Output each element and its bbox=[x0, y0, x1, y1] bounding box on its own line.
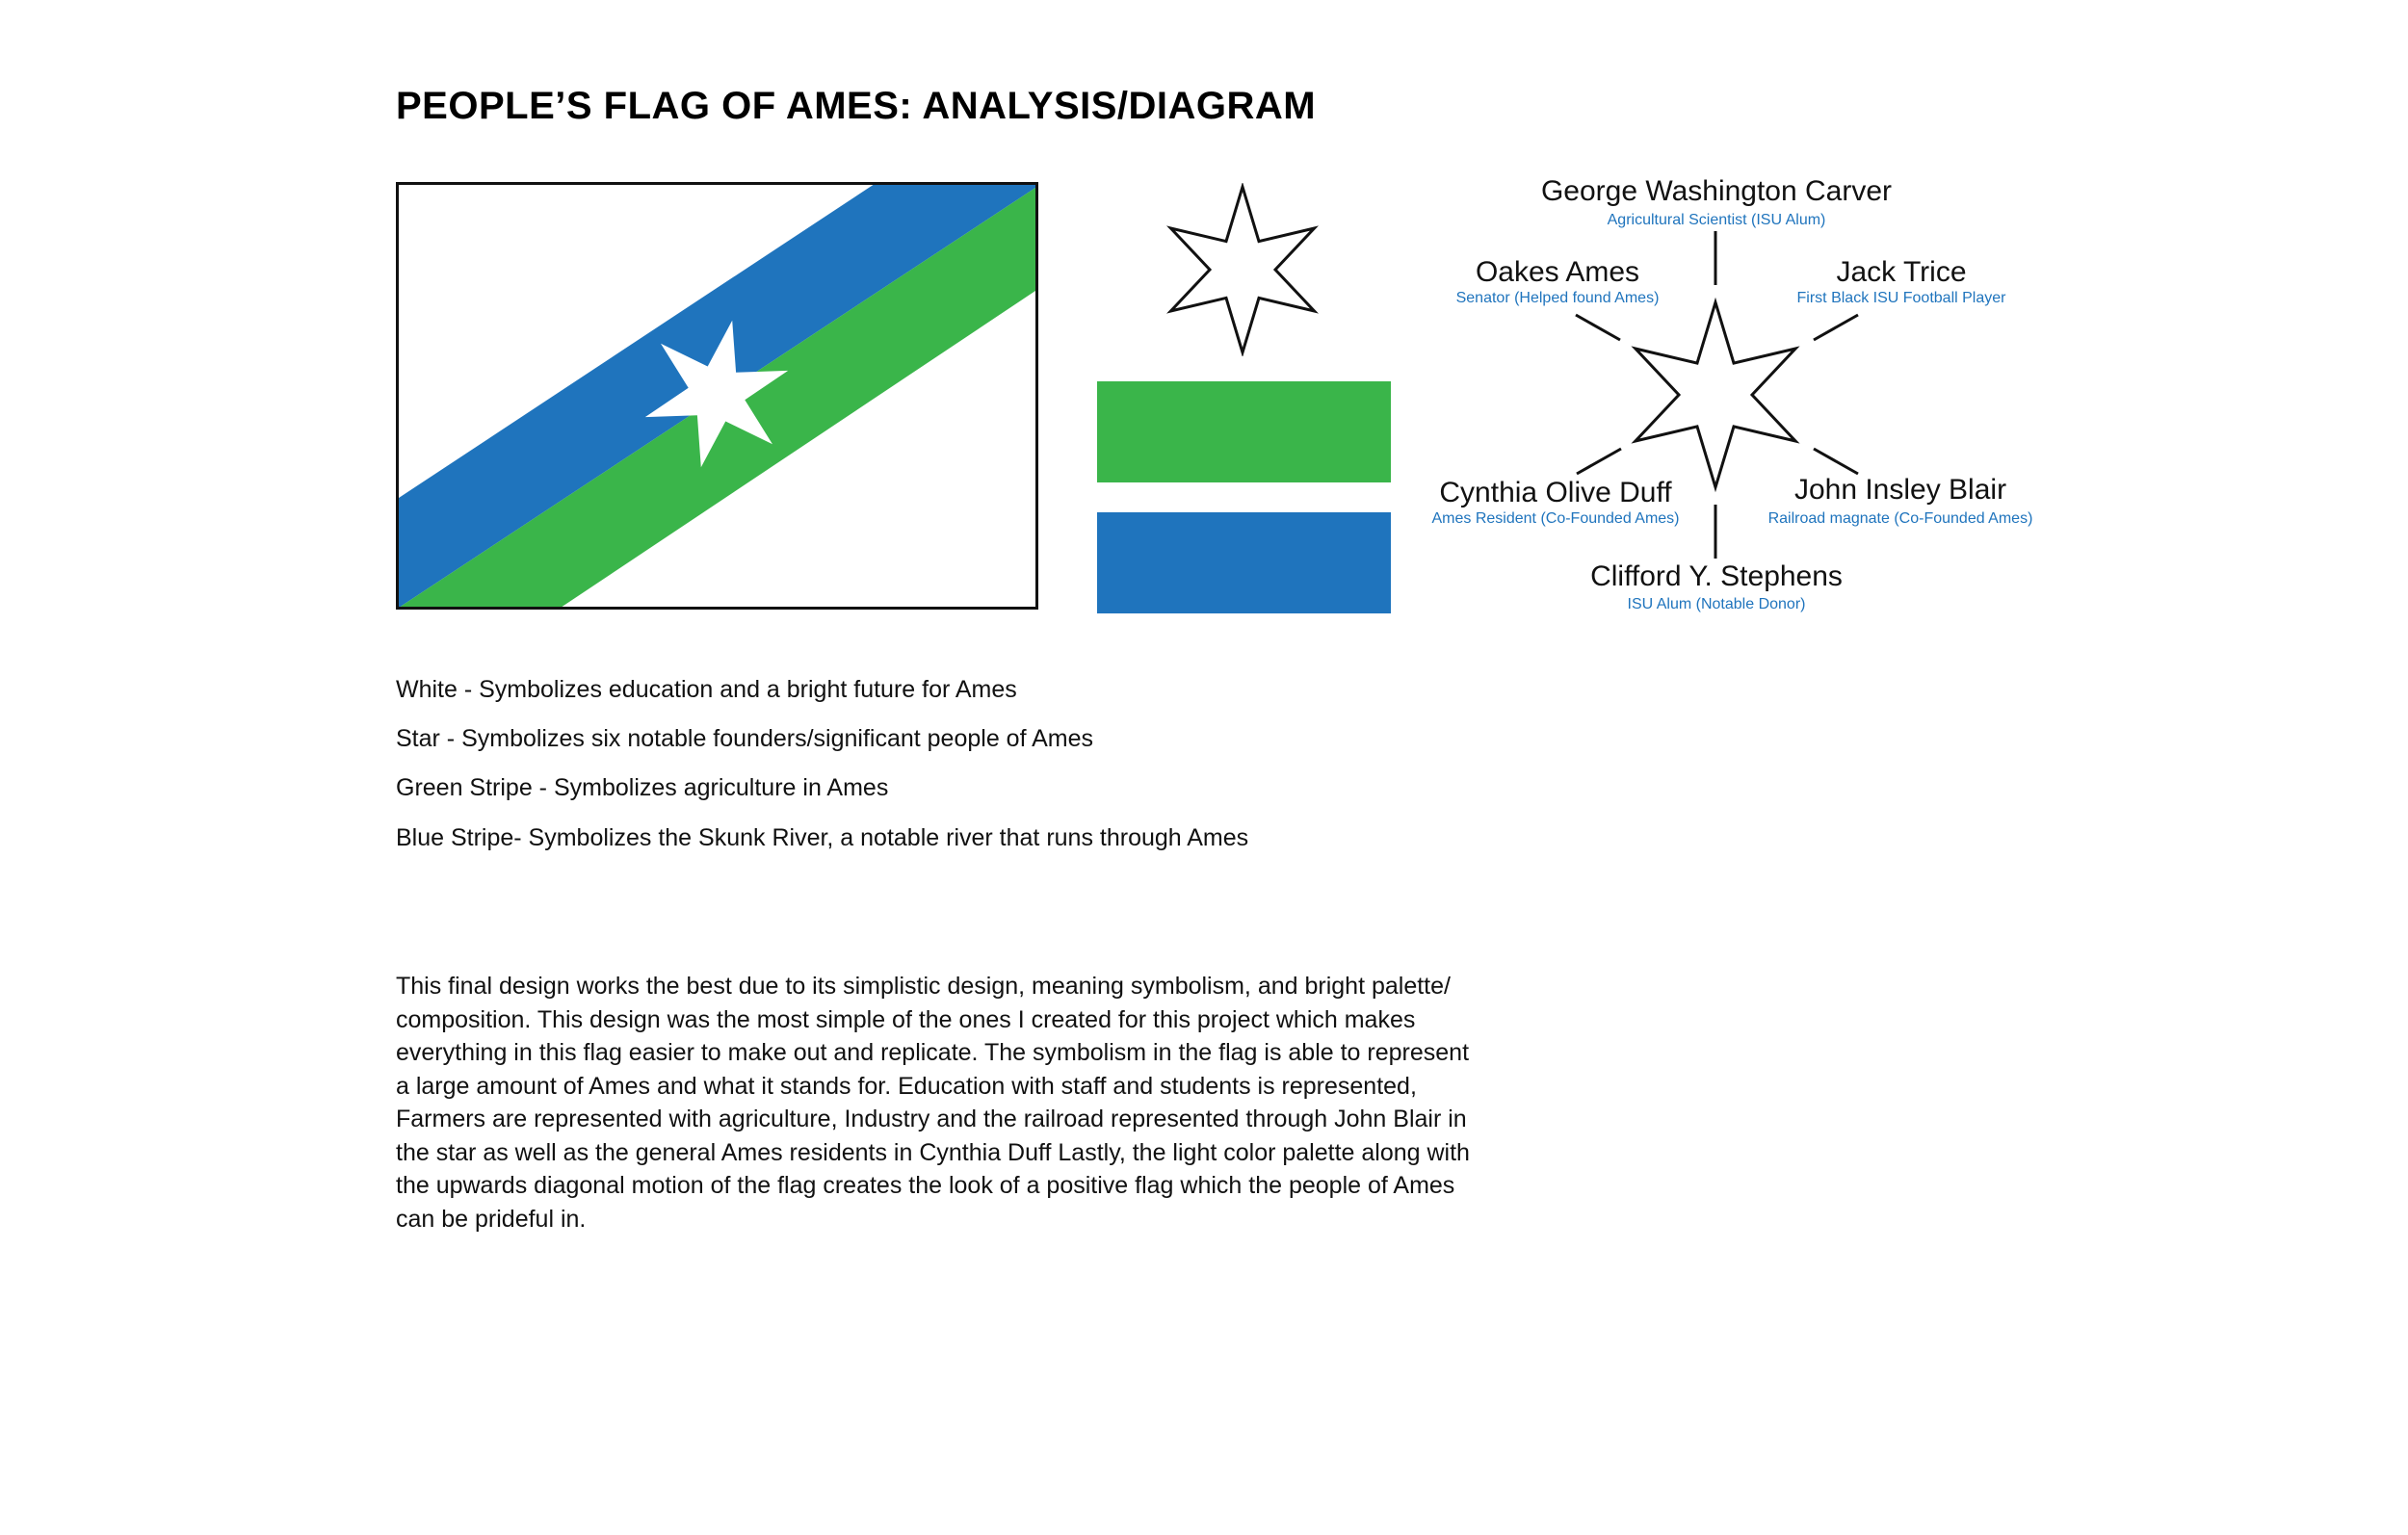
connector-line-upper-left bbox=[1576, 315, 1620, 340]
star-diagram bbox=[1406, 164, 2100, 626]
person-role-cynthia-duff: Ames Resident (Co-Founded Ames) bbox=[1431, 510, 1680, 527]
person-role-oakes-ames: Senator (Helped found Ames) bbox=[1455, 290, 1660, 306]
connector-line-lower-left bbox=[1577, 449, 1621, 474]
person-role-jack-trice: First Black ISU Football Player bbox=[1796, 290, 2006, 306]
person-name-oakes-ames: Oakes Ames bbox=[1475, 256, 1640, 288]
diagram-star-icon bbox=[1406, 164, 2100, 626]
meaning-star: Star - Symbolizes six notable founders/significant people of Ames bbox=[396, 725, 1093, 752]
meaning-blue-stripe: Blue Stripe- Symbolizes the Skunk River, a notable river that runs through Ames bbox=[396, 824, 1249, 851]
connector-line-lower-right bbox=[1814, 449, 1858, 474]
person-name-carver: George Washington Carver bbox=[1540, 175, 1893, 207]
connector-line-upper-right bbox=[1814, 315, 1858, 340]
person-name-cynthia-duff: Cynthia Olive Duff bbox=[1439, 477, 1672, 508]
meaning-green-stripe: Green Stripe - Symbolizes agriculture in Ames bbox=[396, 774, 889, 801]
meaning-white: White - Symbolizes education and a bright future for Ames bbox=[396, 676, 1017, 703]
person-name-clifford-stephens: Clifford Y. Stephens bbox=[1590, 560, 1843, 592]
green-stripe-swatch bbox=[1097, 381, 1391, 482]
small-star-icon bbox=[1165, 183, 1320, 356]
person-role-clifford-stephens: ISU Alum (Notable Donor) bbox=[1627, 596, 1806, 612]
analysis-paragraph: This final design works the best due to its simplistic design, meaning symbolism, and bright palette/ composition. This design was the most simple of the ones I created for this project which makes everything in this flag easier to make out and replicate. The symbolism in the flag is able to represent a large amount of Ames and what it stands for. Education with staff and students is represented, Farmers are represented with agriculture, Industry and the railroad represented through John Blair in the star as well as the general Ames residents in Cynthia Duff Lastly, the light color palette along with the upwards diagonal motion of the flag creates the look of a positive flag which the people of Ames can be prideful in. bbox=[396, 973, 1470, 1233]
person-role-john-blair: Railroad magnate (Co-Founded Ames) bbox=[1767, 510, 2033, 527]
page-title: PEOPLE’S FLAG OF AMES: ANALYSIS/DIAGRAM bbox=[396, 85, 1317, 127]
person-role-carver: Agricultural Scientist (ISU Alum) bbox=[1607, 212, 1826, 228]
blue-stripe-swatch bbox=[1097, 512, 1391, 613]
person-name-john-blair: John Insley Blair bbox=[1793, 474, 2007, 506]
ames-flag bbox=[396, 182, 1038, 610]
person-name-jack-trice: Jack Trice bbox=[1836, 256, 1967, 288]
